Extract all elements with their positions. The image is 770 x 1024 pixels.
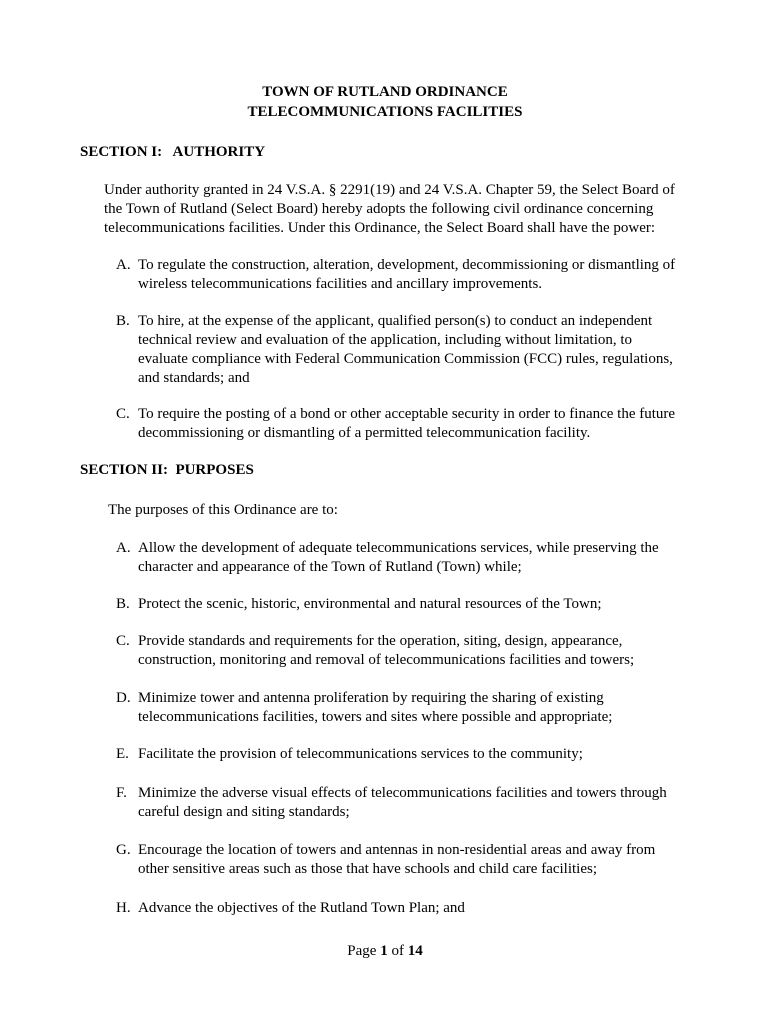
list-item-line: Advance the objectives of the Rutland Town Plan; and	[138, 900, 465, 916]
list-item-letter: B.	[116, 313, 130, 329]
paragraph-line: Under authority granted in 24 V.S.A. § 2291(19) and 24 V.S.A. Chapter 59, the Select Board of	[104, 182, 675, 198]
list-item-line: evaluate compliance with Federal Communication Commission (FCC) rules, regulations,	[138, 351, 673, 367]
list-item-letter: B.	[116, 596, 130, 612]
list-item-line: To hire, at the expense of the applicant, qualified person(s) to conduct an independent	[138, 313, 653, 329]
list-item-letter: G.	[116, 842, 131, 858]
page-number: 1	[380, 943, 388, 959]
paragraph-line: telecommunications facilities. Under this Ordinance, the Select Board shall have the power:	[104, 220, 656, 236]
list-item-letter: A.	[116, 540, 131, 556]
list-item-line: wireless telecommunications facilities and ancillary improvements.	[138, 276, 543, 292]
section-heading-authority: SECTION I: AUTHORITY	[80, 144, 266, 160]
list-item-line: Minimize the adverse visual effects of telecommunications facilities and towers through	[138, 785, 667, 801]
list-item-letter: C.	[116, 406, 130, 422]
list-item-line: and standards; and	[138, 370, 250, 386]
list-item-line: character and appearance of the Town of Rutland (Town) while;	[138, 559, 522, 575]
list-item-letter: A.	[116, 257, 131, 273]
of-word: of	[391, 943, 404, 959]
list-item-line: Provide standards and requirements for the operation, siting, design, appearance,	[138, 633, 623, 649]
list-item-letter: H.	[116, 900, 131, 916]
page-total: 14	[407, 943, 423, 959]
list-item-line: careful design and siting standards;	[138, 804, 350, 820]
list-item-line: Allow the development of adequate telecommunications services, while preserving the	[138, 540, 659, 556]
document-subtitle: TELECOMMUNICATIONS FACILITIES	[247, 104, 523, 120]
list-item-line: technical review and evaluation of the application, including without limitation, to	[138, 332, 633, 348]
page-word: Page	[347, 943, 377, 959]
list-item-letter: F.	[116, 785, 127, 801]
paragraph-line: the Town of Rutland (Select Board) hereby adopts the following civil ordinance concerning	[104, 201, 654, 217]
list-item-line: Protect the scenic, historic, environmental and natural resources of the Town;	[138, 596, 602, 612]
list-item-line: Minimize tower and antenna proliferation by requiring the sharing of existing	[138, 690, 604, 706]
page-footer	[0, 942, 770, 961]
list-item-line: telecommunications facilities, towers and sites where possible and appropriate;	[138, 709, 613, 725]
section-heading-purposes: SECTION II: PURPOSES	[80, 462, 254, 478]
list-item-line: other sensitive areas such as those that have schools and child care facilities;	[138, 861, 598, 877]
authority-intro-paragraph	[104, 181, 675, 238]
document-title: TOWN OF RUTLAND ORDINANCE	[262, 84, 508, 100]
list-item-line: decommissioning or dismantling of a permitted telecommunication facility.	[138, 425, 591, 441]
list-item-line: construction, monitoring and removal of telecommunications facilities and towers;	[138, 652, 635, 668]
list-item-letter: C.	[116, 633, 130, 649]
list-item-line: Facilitate the provision of telecommunications services to the community;	[138, 746, 583, 762]
list-item-line: Encourage the location of towers and antennas in non-residential areas and away from	[138, 842, 656, 858]
list-item-line: To regulate the construction, alteration, development, decommissioning or dismantling of	[138, 257, 676, 273]
list-item-letter: D.	[116, 690, 131, 706]
purposes-intro: The purposes of this Ordinance are to:	[108, 502, 338, 518]
list-item-letter: E.	[116, 746, 129, 762]
list-item-line: To require the posting of a bond or other acceptable security in order to finance the future	[138, 406, 676, 422]
